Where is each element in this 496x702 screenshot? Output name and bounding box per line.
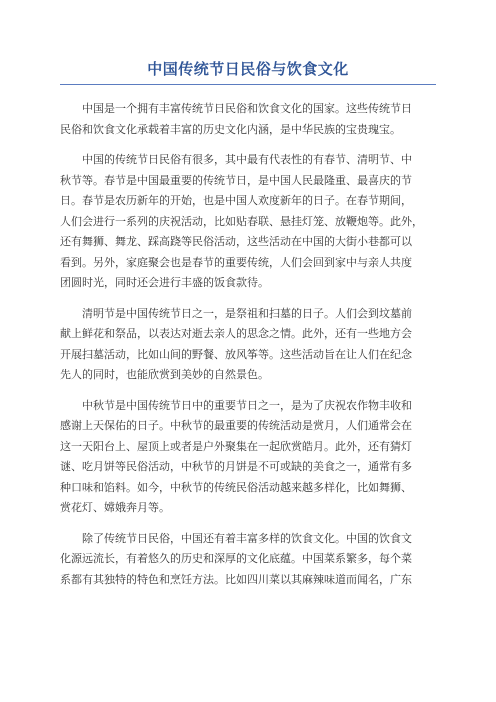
- paragraph-line: 中秋节是中国传统节日中的重要节日之一，是为了庆祝农作物丰收和: [82, 398, 412, 412]
- paragraph-line: 感谢上天保佑的日子。中秋节的最重要的传统活动是赏月，人们通常会在: [60, 419, 412, 432]
- paragraph-line: 开展扫墓活动，比如山间的野餐、放风筝等。这些活动旨在让人们在纪念: [60, 347, 412, 361]
- paragraph-line: 谜、吃月饼等民俗活动，中秋节的月饼是不可或缺的美食之一，通常有多: [60, 460, 412, 473]
- paragraph-line: 化源远流长，有着悠久的历史和深厚的文化底蕴。中国菜系繁多，每个菜: [60, 552, 412, 565]
- paragraph-line: 看到。另外，家庭聚会也是春节的重要传统，人们会回到家中与亲人共度: [60, 255, 412, 269]
- paragraph-line: 献上鲜花和祭品，以表达对逝去亲人的思念之情。此外，还有一些地方会: [60, 327, 412, 340]
- paragraph: [60, 99, 436, 140]
- paragraph: [60, 396, 436, 519]
- paragraph-line: 先人的同时，也能欣赏到美妙的自然景色。: [60, 368, 269, 381]
- paragraph-line: 清明节是中国传统节日之一，是祭祖和扫墓的日子。人们会到坟墓前: [82, 306, 412, 320]
- paragraph-line: 除了传统节日民俗，中国还有着丰富多样的饮食文化。中国的饮食文: [82, 531, 412, 545]
- paragraph-line: 中国是一个拥有丰富传统节日民俗和饮食文化的国家。这些传统节日: [82, 102, 412, 115]
- paragraph-line: 系都有其独特的特色和烹饪方法。比如四川菜以其麻辣味道而闻名，广东: [60, 572, 412, 586]
- paragraph-line: 人们会进行一系列的庆祝活动，比如贴春联、悬挂灯笼、放鞭炮等。此外，: [60, 214, 423, 228]
- paragraph-line: 还有舞狮、舞龙、踩高跷等民俗活动，这些活动在中国的大街小巷都可以: [60, 235, 412, 248]
- paragraph-line: 种口味和馅料。如今，中秋节的传统民俗活动越来越多样化，比如舞狮、: [60, 480, 412, 494]
- paragraph-line: 民俗和饮食文化承载着丰富的历史文化内涵，是中华民族的宝贵瑰宝。: [60, 122, 401, 136]
- paragraph-line: 赏花灯、嫦娥奔月等。: [60, 501, 170, 514]
- paragraph-line: 这一天阳台上、屋顶上或者是户外聚集在一起欣赏皓月。此外，还有猜灯: [60, 439, 412, 453]
- paragraph-line: 日。春节是农历新年的开始，也是中国人欢度新年的日子。在春节期间，: [60, 194, 412, 207]
- paragraph: [60, 150, 436, 294]
- paragraph-line: 秋节等。春节是中国最重要的传统节日，是中国人民最隆重、最喜庆的节: [60, 173, 412, 187]
- document-body: [60, 99, 436, 590]
- paragraph: [60, 304, 436, 386]
- paragraph: [60, 529, 436, 591]
- paragraph-line: 团圆时光，同时还会进行丰盛的饭食款待。: [60, 276, 269, 289]
- title-underline: [60, 84, 436, 85]
- document-title: 中国传统节日民俗与饮食文化: [147, 60, 349, 78]
- paragraph-line: 中国的传统节日民俗有很多，其中最有代表性的有春节、清明节、中: [82, 153, 412, 166]
